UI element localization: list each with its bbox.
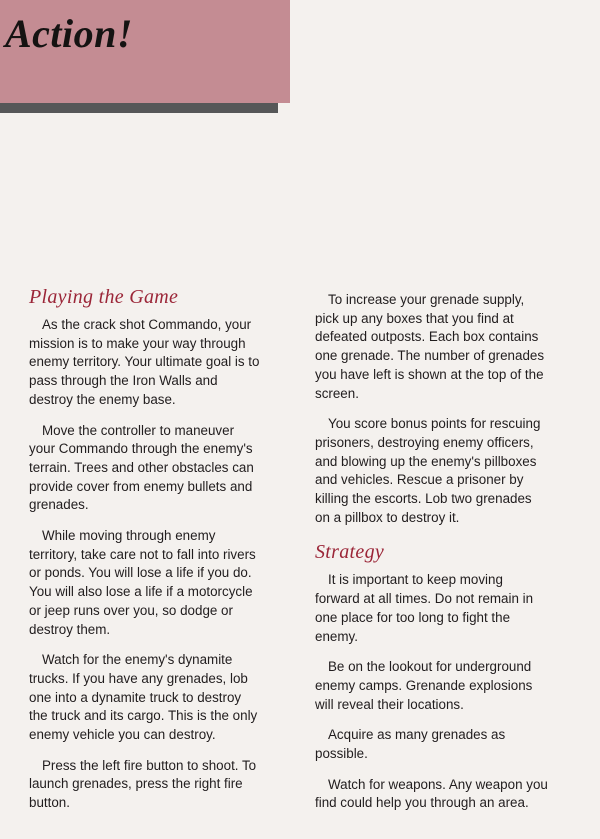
paragraph: Be on the lookout for underground enemy camps. Grenande explosions will reveal their locations.: [315, 659, 533, 712]
paragraph: Press the left fire button to shoot. To launch grenades, press the right fire button.: [29, 757, 257, 811]
paragraph: As the crack shot Commando, your mission is to make your way through enemy territory. Your ultimate goal is to pass through the Iron Walls and destroy the enemy base.: [29, 317, 260, 407]
section-heading-playing-the-game: Playing the Game: [29, 286, 179, 308]
left-column: [29, 284, 261, 825]
page-title: Action!: [5, 11, 133, 56]
paragraph: Move the controller to maneuver your Commando through the enemy's terrain. Trees and other obstacles can provide cover from enemy bullets and grenades.: [29, 422, 254, 513]
paragraph: It is important to keep moving forward at all times. Do not remain in one place for too long to fight the enemy.: [315, 572, 534, 644]
paragraph: While moving through enemy territory, take care not to fall into rivers or ponds. You will lose a life if you do. You will also lose a life if a motorcycle or jeep runs over you, so dodge or destroy them.: [29, 528, 256, 637]
paragraph: To increase your grenade supply, pick up any boxes that you find at defeated outposts. Each box contains one grenade. The number of grenades you have left is shown at the top of the screen.: [315, 292, 545, 401]
paragraph: You score bonus points for rescuing prisoners, destroying enemy officers, and blowing up the enemy's pillboxes and vehicles. Rescue a prisoner by killing the escorts. Lob two grenades on a pillbox to destroy it.: [315, 416, 541, 525]
paragraph: Watch for weapons. Any weapon you find could help you through an area.: [315, 776, 548, 811]
paragraph: Watch for the enemy's dynamite trucks. If you have any grenades, lob one into a dynamite truck to destroy the truck and its cargo. This is the only enemy vehicle you can destroy.: [29, 652, 258, 743]
title-shadow-bar: [0, 103, 278, 113]
paragraph: Acquire as many grenades as possible.: [315, 727, 506, 762]
section-heading-strategy: Strategy: [315, 541, 385, 564]
title-band: [0, 0, 290, 103]
right-column: [315, 291, 548, 825]
